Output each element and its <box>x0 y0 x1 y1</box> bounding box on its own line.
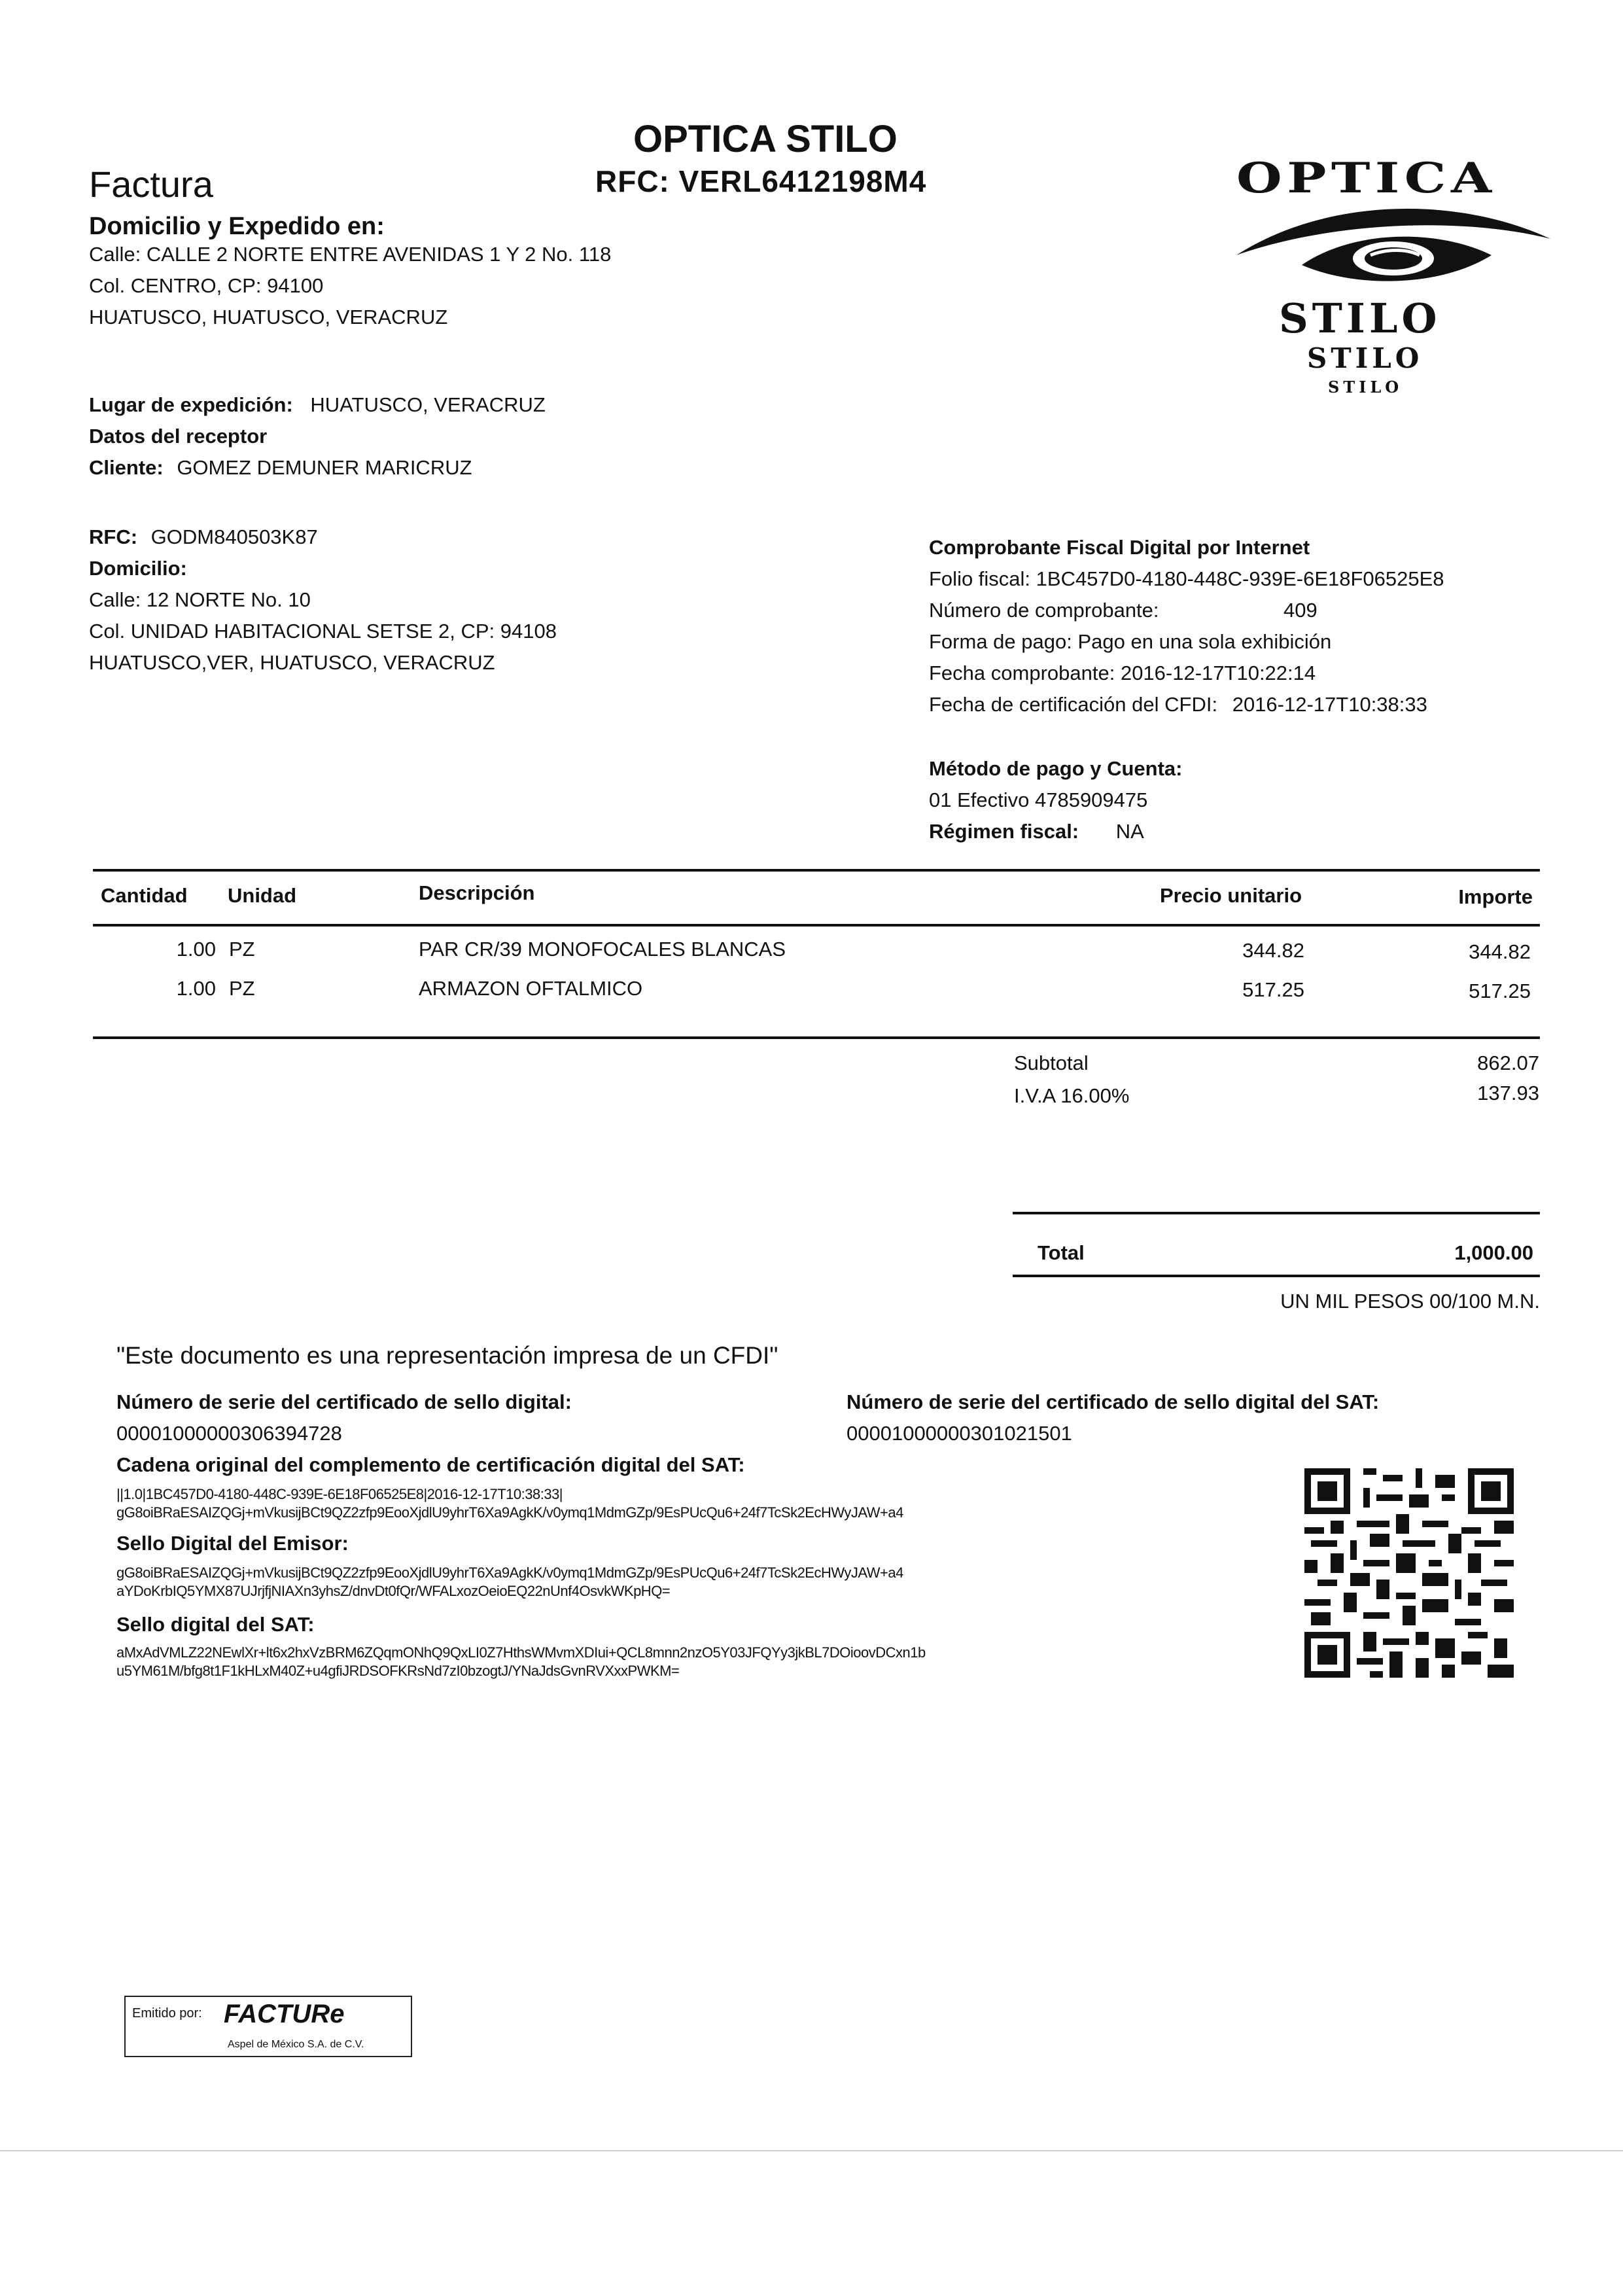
fecha-value: 2016-12-17T10:22:14 <box>1120 662 1316 684</box>
cfdi-fecha <box>929 661 1316 685</box>
receptor-line3: HUATUSCO,VER, HUATUSCO, VERACRUZ <box>89 651 495 674</box>
regimen-label: Régimen fiscal: <box>929 820 1079 843</box>
col-header-importe: Importe <box>1458 885 1533 908</box>
total-label: Total <box>1038 1241 1085 1264</box>
col-header-unidad: Unidad <box>228 884 297 907</box>
sello-emisor-line1: gG8oiBRaESAIZQGj+mVkusijBCt9QZ2zfp9EooXjdlU9yhrT6Xa9AgkK/v0ymq1MdmGZp/9EsPUcQu6+24f7TcSk2EcHWyJAW+a4 <box>116 1564 903 1581</box>
total-value: 1,000.00 <box>1454 1241 1533 1264</box>
iva-value: 137.93 <box>1477 1082 1539 1104</box>
iva-label: I.V.A 16.00% <box>1014 1084 1130 1107</box>
row-precio: 344.82 <box>1242 939 1304 962</box>
regimen-value: NA <box>1115 820 1144 843</box>
page-edge-line <box>0 2150 1623 2151</box>
qr-code <box>1304 1468 1514 1678</box>
eye-icon <box>1230 203 1557 294</box>
total-top-rule <box>1013 1212 1540 1214</box>
total-bottom-rule <box>1013 1275 1540 1277</box>
table-row <box>0 976 1623 1009</box>
table-row <box>0 937 1623 970</box>
row-unidad: PZ <box>229 977 255 1000</box>
emitido-por-badge <box>124 1996 412 2057</box>
folio-value: 1BC457D0-4180-448C-939E-6E18F06525E8 <box>1036 567 1444 590</box>
receptor-rfc-value: GODM840503K87 <box>150 525 318 548</box>
table-top-rule <box>93 869 1540 872</box>
lugar-label: Lugar de expedición: <box>89 393 293 416</box>
lugar-value: HUATUSCO, VERACRUZ <box>310 393 546 416</box>
cliente-label: Cliente: <box>89 456 164 479</box>
cadena-line1: ||1.0|1BC457D0-4180-448C-939E-6E18F06525E8|2016-12-17T10:38:33| <box>116 1486 563 1502</box>
receptor-rfc <box>89 525 318 549</box>
metodo-value: 01 Efectivo 4785909475 <box>929 788 1148 811</box>
domicilio-line2: Col. CENTRO, CP: 94100 <box>89 274 324 297</box>
col-header-descripcion: Descripción <box>419 881 535 904</box>
sello-sat-line2: u5YM61M/bfg8t1F1kHLxM40Z+u4gfiJRDSOFKRsNd7zI0bzogtJ/YNaJdsGvnRVXxxPWKM= <box>116 1663 680 1679</box>
metodo-heading: Método de pago y Cuenta: <box>929 757 1183 780</box>
issuer-rfc-label: RFC: <box>595 164 670 198</box>
cadena-line2: gG8oiBRaESAIZQGj+mVkusijBCt9QZ2zfp9EooXjdlU9yhrT6Xa9AgkK/v0ymq1MdmGZp/9EsPUcQu6+24f7TcSk2EcHWyJAW+a4 <box>116 1504 903 1521</box>
receptor-domicilio-label: Domicilio: <box>89 557 187 580</box>
receptor-line1: Calle: 12 NORTE No. 10 <box>89 588 311 611</box>
cfdi-folio <box>929 567 1444 591</box>
receptor-line2: Col. UNIDAD HABITACIONAL SETSE 2, CP: 94108 <box>89 620 557 643</box>
row-importe: 344.82 <box>1469 940 1531 963</box>
domicilio-line3: HUATUSCO, HUATUSCO, VERACRUZ <box>89 306 448 328</box>
doc-title: Factura <box>89 164 213 205</box>
issuer-rfc-value: VERL6412198M4 <box>678 164 927 198</box>
receptor-heading: Datos del receptor <box>89 425 268 448</box>
row-importe: 517.25 <box>1469 980 1531 1002</box>
row-descripcion: PAR CR/39 MONOFOCALES BLANCAS <box>419 938 786 961</box>
sello-emisor-line2: aYDoKrbIQ5YMX87UJrjfjNIAXn3yhsZ/dnvDt0fQr/WFALxozOeioEQ22nUnf4OsvkWKpHQ= <box>116 1583 671 1599</box>
cert-fecha-label: Fecha de certificación del CFDI: <box>929 693 1218 716</box>
cfdi-legend: "Este documento es una representación impresa de un CFDI" <box>116 1342 778 1369</box>
forma-value: Pago en una sola exhibición <box>1077 630 1332 653</box>
fecha-label: Fecha comprobante: <box>929 662 1115 684</box>
facture-logo: FACTURe <box>224 2000 345 2028</box>
logo-text-stilo-small: STILO <box>1328 378 1403 397</box>
regimen <box>929 819 1144 843</box>
row-cantidad: 1.00 <box>176 977 216 1000</box>
numero-value: 409 <box>1283 599 1318 622</box>
sello-sat-label: Sello digital del SAT: <box>116 1613 315 1636</box>
cliente-value: GOMEZ DEMUNER MARICRUZ <box>177 456 472 479</box>
row-unidad: PZ <box>229 938 255 961</box>
cfdi-forma <box>929 629 1331 654</box>
col-header-precio: Precio unitario <box>1159 884 1302 907</box>
row-cantidad: 1.00 <box>176 938 216 961</box>
domicilio-heading: Domicilio y Expedido en: <box>89 213 385 240</box>
issuer-name: OPTICA STILO <box>633 118 898 160</box>
cert-sat-label: Número de serie del certificado de sello digital del SAT: <box>846 1390 1380 1413</box>
logo-text-optica: OPTICA <box>1236 154 1497 203</box>
subtotal-value: 862.07 <box>1477 1051 1539 1074</box>
sello-emisor-label: Sello Digital del Emisor: <box>116 1532 349 1555</box>
forma-label: Forma de pago: <box>929 630 1072 653</box>
logo-text-stilo-large: STILO <box>1279 294 1441 342</box>
row-precio: 517.25 <box>1242 978 1304 1001</box>
cert-emisor-value: 00001000000306394728 <box>116 1422 342 1445</box>
cert-emisor-label: Número de serie del certificado de sello digital: <box>116 1390 572 1413</box>
col-header-cantidad: Cantidad <box>101 884 188 907</box>
logo-text-stilo-medium: STILO <box>1307 342 1423 374</box>
emitido-label: Emitido por: <box>132 2006 202 2021</box>
total-en-letra: UN MIL PESOS 00/100 M.N. <box>1280 1290 1540 1313</box>
subtotal-label: Subtotal <box>1014 1051 1089 1074</box>
cert-sat-value: 00001000000301021501 <box>846 1422 1072 1445</box>
lugar-expedicion <box>89 393 546 417</box>
row-descripcion: ARMAZON OFTALMICO <box>419 977 643 1000</box>
sello-sat-line1: aMxAdVMLZ22NEwlXr+lt6x2hxVzBRM6ZQqmONhQ9QxLI0Z7HthsWMvmXDIui+QCL8mnn2nzO5Y03JFQYy3jkBL7DOioovDCxn1b <box>116 1644 926 1661</box>
cfdi-certificacion <box>929 692 1427 716</box>
issuer-rfc <box>595 164 926 200</box>
cfdi-heading: Comprobante Fiscal Digital por Internet <box>929 536 1310 559</box>
table-bottom-rule <box>93 1036 1540 1039</box>
folio-label: Folio fiscal: <box>929 567 1031 590</box>
cert-fecha-value: 2016-12-17T10:38:33 <box>1232 693 1427 716</box>
emitido-sub: Aspel de México S.A. de C.V. <box>228 2039 364 2050</box>
company-logo <box>1230 154 1557 409</box>
numero-label: Número de comprobante: <box>929 599 1159 622</box>
receptor-rfc-label: RFC: <box>89 525 138 548</box>
table-header-rule <box>93 924 1540 927</box>
domicilio-line1: Calle: CALLE 2 NORTE ENTRE AVENIDAS 1 Y 2 No. 118 <box>89 243 612 266</box>
receptor-cliente <box>89 455 472 480</box>
cadena-label: Cadena original del complemento de certificación digital del SAT: <box>116 1453 745 1476</box>
